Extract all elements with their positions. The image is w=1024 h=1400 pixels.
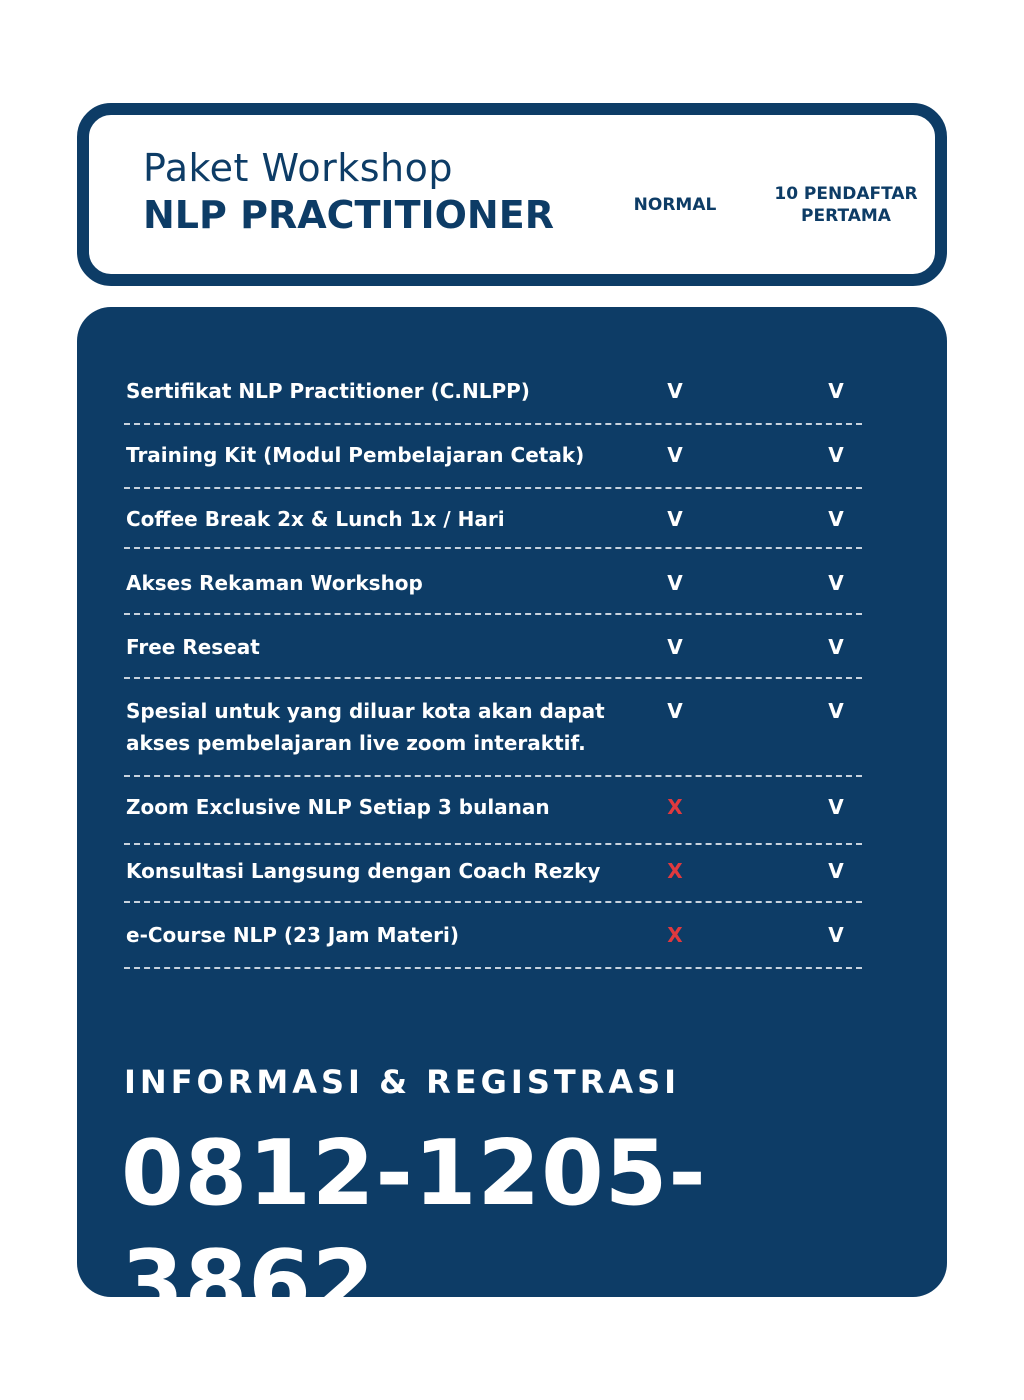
feature-row (124, 631, 862, 679)
feature-label: Spesial untuk yang diluar kota akan dapat akses pembelajaran live zoom interaktif. (126, 699, 605, 755)
feature-label: Sertifikat NLP Practitioner (C.NLPP) (126, 379, 530, 403)
feature-row (124, 695, 862, 777)
normal-mark: X (667, 795, 683, 819)
feature-label: Konsultasi Langsung dengan Coach Rezky (126, 859, 601, 883)
normal-mark: V (667, 443, 683, 467)
feature-row (124, 503, 862, 549)
feature-row (124, 791, 862, 845)
early-mark: V (828, 795, 844, 819)
header-subtitle: Paket Workshop (143, 146, 453, 190)
early-mark: V (828, 507, 844, 531)
normal-mark: V (667, 507, 683, 531)
feature-label: Zoom Exclusive NLP Setiap 3 bulanan (126, 795, 550, 819)
early-mark: V (828, 635, 844, 659)
normal-mark: X (667, 923, 683, 947)
early-mark: V (828, 923, 844, 947)
normal-mark: V (667, 379, 683, 403)
feature-row (124, 855, 862, 903)
normal-mark: V (667, 571, 683, 595)
feature-label: Training Kit (Modul Pembelajaran Cetak) (126, 443, 585, 467)
feature-row (124, 567, 862, 615)
early-mark: V (828, 379, 844, 403)
column-header-early-bird: 10 PENDAFTAR PERTAMA (774, 184, 918, 226)
contact-label: INFORMASI & REGISTRASI (124, 1063, 681, 1101)
feature-label: Akses Rekaman Workshop (126, 571, 423, 595)
phone-number[interactable]: 0812-1205-3862 (121, 1121, 707, 1336)
normal-mark: X (667, 859, 683, 883)
feature-label: Coffee Break 2x & Lunch 1x / Hari (126, 507, 505, 531)
feature-row (124, 375, 862, 425)
early-mark: V (828, 699, 844, 723)
header-card (77, 103, 947, 286)
normal-mark: V (667, 699, 683, 723)
column-header-normal: NORMAL (633, 195, 717, 215)
early-mark: V (828, 443, 844, 467)
feature-row (124, 439, 862, 489)
header-title: NLP PRACTITIONER (143, 193, 554, 237)
normal-mark: V (667, 635, 683, 659)
feature-row (124, 919, 862, 969)
feature-label: Free Reseat (126, 635, 260, 659)
early-mark: V (828, 859, 844, 883)
feature-label: e-Course NLP (23 Jam Materi) (126, 923, 459, 947)
early-mark: V (828, 571, 844, 595)
features-panel (77, 307, 947, 1336)
